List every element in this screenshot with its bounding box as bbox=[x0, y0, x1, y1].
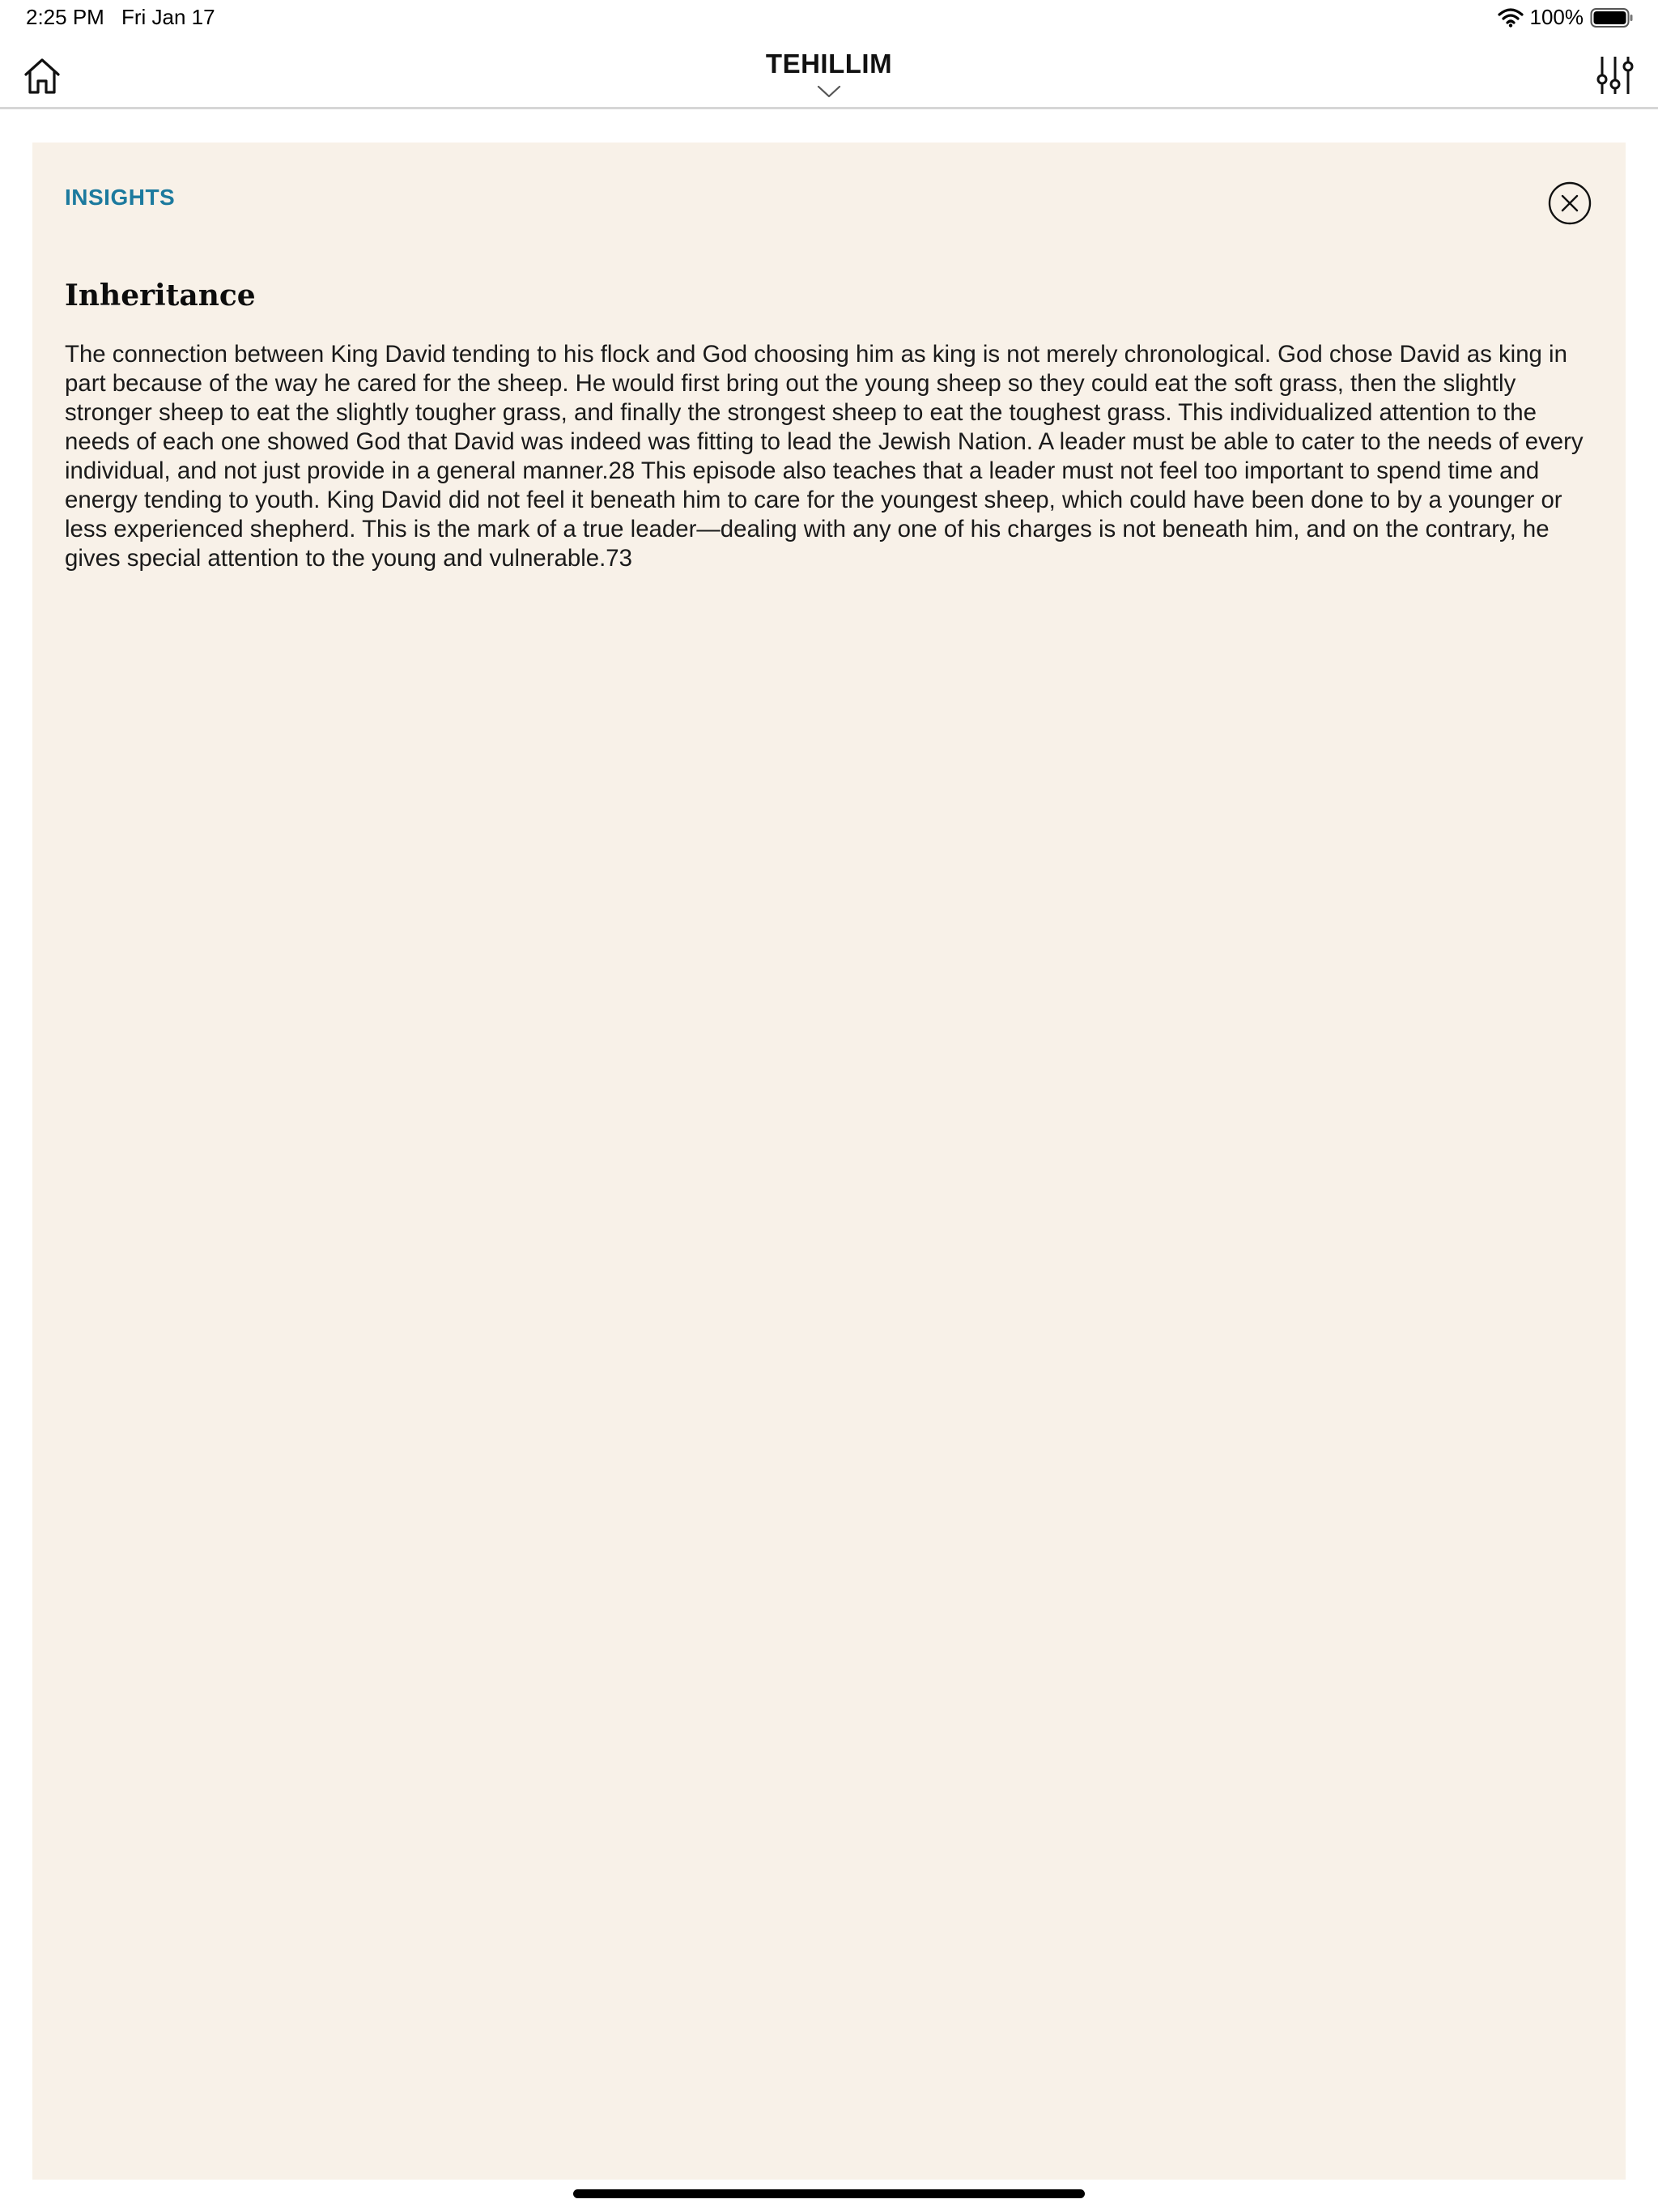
settings-button[interactable] bbox=[1595, 53, 1635, 97]
insight-heading: Inheritance bbox=[65, 279, 256, 313]
battery-icon bbox=[1590, 7, 1634, 28]
status-bar bbox=[0, 0, 1658, 39]
close-circle-icon bbox=[1548, 181, 1592, 225]
book-title[interactable]: TEHILLIM bbox=[765, 49, 893, 79]
insights-panel bbox=[32, 143, 1626, 2180]
close-button[interactable] bbox=[1548, 181, 1592, 225]
home-indicator[interactable] bbox=[573, 2189, 1085, 2198]
wifi-icon bbox=[1498, 8, 1524, 28]
nav-bar bbox=[0, 39, 1658, 109]
status-date: Fri Jan 17 bbox=[121, 5, 215, 29]
status-indicators bbox=[1498, 5, 1635, 30]
insight-body-text: The connection between King David tending to his flock and God choosing him as king is not merely chronological. God chose David as king in part because of the way he cared for the sheep. He would first bring out the young sheep so they could eat the soft grass, then the slightly stronger sheep to eat the slightly tougher grass, and finally the strongest sheep to eat the toughest grass. This individualized attention to the needs of each one showed God that David was indeed was fitting to lead the Jewish Nation. A leader must be able to cater to the needs of every individual, and not just provide in a general manner.28 This episode also teaches that a leader must not feel too important to spend time and energy tending to youth. King David did not feel it beneath him to care for the youngest sheep, which could have been done to by a younger or less experienced shepherd. This is the mark of a true leader—dealing with any one of his charges is not beneath him, and on the contrary, he gives special attention to the young and vulnerable.73 bbox=[65, 341, 1584, 572]
status-time: 2:25 PM bbox=[26, 5, 104, 29]
chevron-down-icon[interactable] bbox=[817, 84, 841, 99]
sliders-icon bbox=[1595, 53, 1635, 97]
battery-percentage: 100% bbox=[1529, 5, 1584, 29]
insights-section-label: INSIGHTS bbox=[65, 185, 176, 210]
